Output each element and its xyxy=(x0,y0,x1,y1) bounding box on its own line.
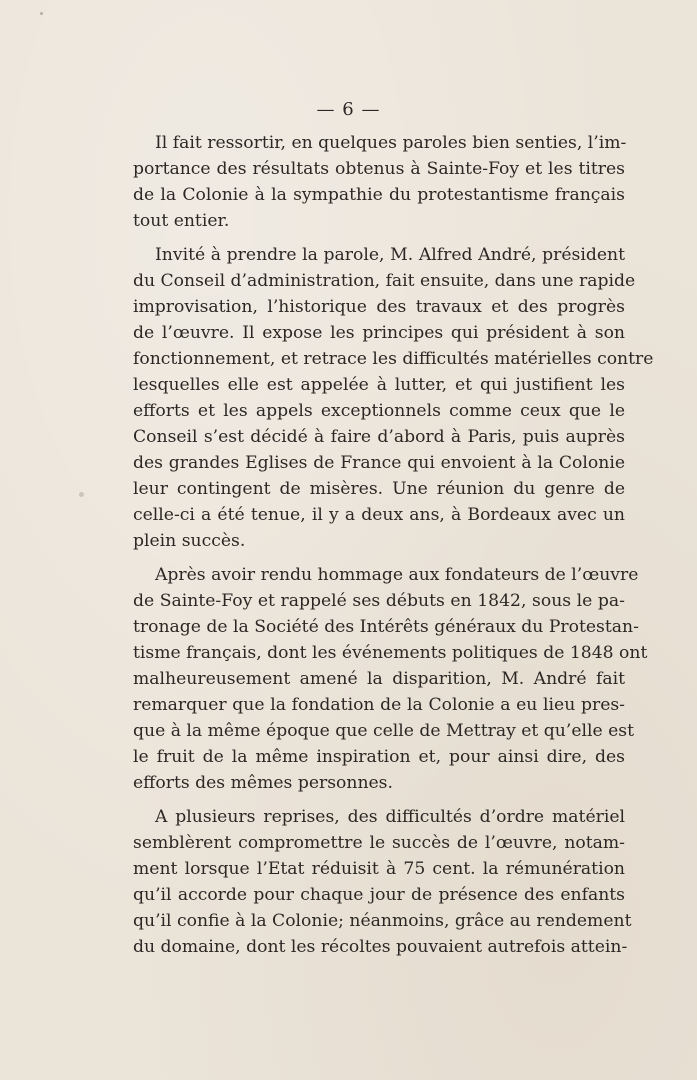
text-line: plein succès. xyxy=(133,531,246,551)
text-line: celle-ci a été tenue, il y a deux ans, à Bordeaux avec un xyxy=(133,505,625,525)
text-line: tisme français, dont les événements politiques de 1848 ont xyxy=(133,643,648,663)
page-number: — 6 — xyxy=(316,99,381,120)
text-line: A plusieurs reprises, des difficultés d’ordre matériel xyxy=(155,807,625,827)
paper-speck xyxy=(79,492,84,497)
paragraph xyxy=(133,130,625,234)
text-line: efforts et les appels exceptionnels comme ceux que le xyxy=(133,401,625,421)
paragraph xyxy=(133,242,654,554)
text-line: qu’il accorde pour chaque jour de présence des enfants xyxy=(133,885,625,905)
text-line: que à la même époque que celle de Mettray et qu’elle est xyxy=(133,721,635,741)
text-line: des grandes Eglises de France qui envoient à la Colonie xyxy=(133,453,625,473)
text-line: Invité à prendre la parole, M. Alfred André, président xyxy=(155,245,625,265)
paragraph xyxy=(133,804,632,960)
text-line: Conseil s’est décidé à faire d’abord à Paris, puis auprès xyxy=(133,427,625,447)
text-line: du Conseil d’administration, fait ensuite, dans une rapide xyxy=(133,271,636,291)
text-line: tout entier. xyxy=(133,211,230,231)
text-line: le fruit de la même inspiration et, pour ainsi dire, des xyxy=(133,747,625,767)
text-line: remarquer que la fondation de la Colonie a eu lieu pres- xyxy=(133,695,625,715)
text-line: improvisation, l’historique des travaux et des progrès xyxy=(133,297,625,317)
text-line: de l’œuvre. Il expose les principes qui président à son xyxy=(133,323,625,343)
body-text xyxy=(133,130,654,968)
text-line: de la Colonie à la sympathie du protestantisme français xyxy=(133,185,625,205)
text-line: qu’il confie à la Colonie; néanmoins, grâce au rendement xyxy=(133,911,632,931)
paper-speck xyxy=(40,12,43,15)
text-line: fonctionnement, et retrace les difficultés matérielles contre xyxy=(133,349,654,369)
text-line: ment lorsque l’Etat réduisit à 75 cent. la rémunération xyxy=(133,859,625,879)
paragraph xyxy=(133,562,648,796)
text-line: portance des résultats obtenus à Sainte-Foy et les titres xyxy=(133,159,625,179)
text-line: leur contingent de misères. Une réunion du genre de xyxy=(133,479,625,499)
text-line: lesquelles elle est appelée à lutter, et qui justifient les xyxy=(133,375,625,395)
text-line: tronage de la Société des Intérêts généraux du Protestan- xyxy=(133,617,639,637)
text-line: du domaine, dont les récoltes pouvaient autrefois attein- xyxy=(133,937,628,957)
text-line: Il fait ressortir, en quelques paroles bien senties, l’im- xyxy=(155,133,627,153)
text-line: efforts des mêmes personnes. xyxy=(133,773,393,793)
text-line: malheureusement amené la disparition, M. André fait xyxy=(133,669,625,689)
text-line: Après avoir rendu hommage aux fondateurs de l’œuvre xyxy=(155,565,639,585)
text-line: de Sainte-Foy et rappelé ses débuts en 1842, sous le pa- xyxy=(133,591,625,611)
text-line: semblèrent compromettre le succès de l’œuvre, notam- xyxy=(133,833,625,853)
